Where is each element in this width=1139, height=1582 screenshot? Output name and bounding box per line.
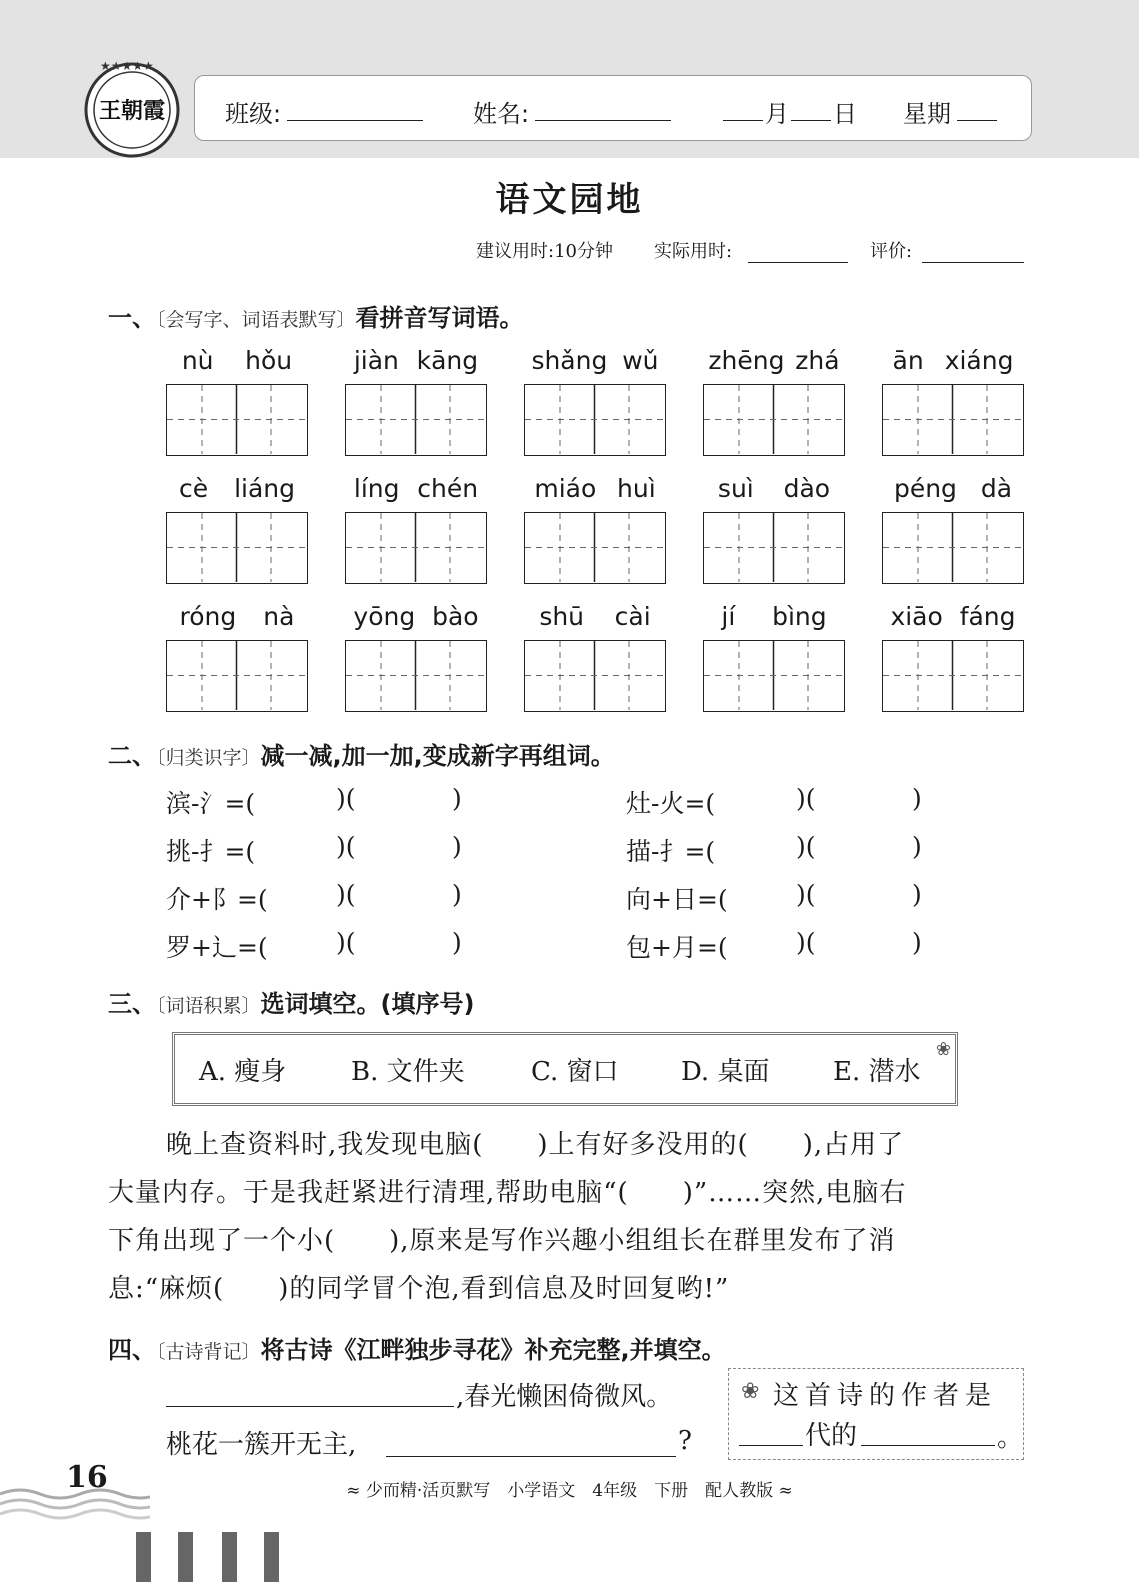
print-bar [264,1532,279,1582]
pinyin-syllable: kāng [416,346,479,375]
paren-middle[interactable]: )( [796,784,816,813]
option-c: C. 窗口 [531,1057,619,1087]
actual-time-field[interactable] [748,240,848,263]
pinyin-syllable: zhá [795,346,840,375]
print-bar [136,1532,151,1582]
pinyin-syllable: xiáng [944,346,1014,375]
pinyin-label [524,602,666,631]
writing-grid[interactable] [524,512,666,584]
publisher-logo [82,58,182,158]
grid-guides [525,385,664,454]
pinyin-syllable: líng [353,474,400,503]
pinyin-syllable: jí [721,602,736,631]
pinyin-syllable: cè [178,474,209,503]
writing-grid[interactable] [882,384,1024,456]
pinyin-syllable: chén [417,474,479,503]
section-2-instruction: 减一减,加一加,变成新字再组词。 [260,742,615,770]
pinyin-label [703,346,845,375]
name-label: 姓名: [473,100,530,128]
section-3-instruction: 选词填空。(填序号) [260,990,475,1018]
pinyin-label [345,602,487,631]
equation-left: 挑-扌=( [166,837,256,866]
pinyin-syllable: dà [980,474,1013,503]
equation-left: 罗+辶=( [166,933,268,962]
equation-right: 包+月=( [626,933,728,962]
poem-line-2-start: 桃花一簇开无主, [166,1430,357,1460]
writing-grid[interactable] [703,640,845,712]
writing-grid[interactable] [166,384,308,456]
pinyin-label [882,602,1024,631]
pinyin-label [882,474,1024,503]
passage-line-3: 下角出现了一个小( ),原来是写作兴趣小组组长在群里发布了消 [108,1226,896,1256]
option-d: D. 桌面 [681,1057,770,1087]
equation-right: 描-扌=( [626,837,716,866]
evaluation-label: 评价: [870,241,913,262]
grid-guides [346,385,485,454]
pinyin-label [524,346,666,375]
section-4-heading [108,1330,726,1365]
pinyin-label [166,474,308,503]
pinyin-syllable: suì [717,474,754,503]
name-field[interactable] [535,98,671,121]
dynasty-text: 代的 [805,1421,858,1451]
paren-close[interactable]: ) [452,784,462,813]
paren-close[interactable]: ) [452,832,462,861]
paren-middle[interactable]: )( [336,928,356,957]
paren-close[interactable]: ) [912,880,922,909]
class-label: 班级: [225,100,282,128]
pinyin-syllable: wǔ [622,346,659,375]
writing-grid[interactable] [703,512,845,584]
actual-time-label: 实际用时: [654,241,733,262]
pinyin-label [166,346,308,375]
option-a: A. 瘦身 [199,1057,287,1087]
section-1-heading [108,298,524,333]
pinyin-syllable: hǒu [245,346,293,375]
writing-grid[interactable] [345,512,487,584]
equation-left: 介+阝=( [166,885,268,914]
pinyin-label [524,474,666,503]
flower-icon: ❀ [935,1039,951,1060]
pinyin-label [703,474,845,503]
paren-close[interactable]: ) [912,784,922,813]
grid-guides [704,513,843,582]
paren-close[interactable]: ) [452,880,462,909]
logo-text: 王朝霞 [98,98,166,124]
section-2-heading [108,736,615,771]
page-number: 16 [66,1460,108,1495]
poem-blank-1[interactable] [166,1378,454,1407]
equation-left: 滨-氵=( [166,789,256,818]
day-label: 日 [833,100,857,128]
question-end: 。 [997,1423,1024,1453]
section-3-heading [108,984,474,1019]
pinyin-syllable: yōng [353,602,416,631]
pinyin-syllable: fáng [959,602,1016,631]
equation-right: 灶-火=( [626,789,716,818]
dynasty-blank[interactable] [739,1419,803,1446]
pinyin-syllable: bào [432,602,479,631]
pinyin-syllable: péng [893,474,957,503]
pinyin-syllable: miáo [534,474,597,503]
question-box [728,1368,1024,1460]
pinyin-syllable: nà [263,602,295,631]
pinyin-syllable: bìng [772,602,827,631]
section-3-number: 三、 [108,990,156,1018]
writing-grid[interactable] [524,384,666,456]
suggested-time: 建议用时:10分钟 [476,241,613,262]
flower-icon: ❀ [741,1379,760,1404]
day-field[interactable] [791,98,831,121]
section-1-tag: 〔会写字、词语表默写〕 [156,309,356,331]
grid-guides [883,641,1022,710]
writing-grid[interactable] [345,384,487,456]
paren-close[interactable]: ) [452,928,462,957]
pinyin-label [703,602,845,631]
option-b: B. 文件夹 [351,1057,465,1087]
writing-grid[interactable] [524,640,666,712]
weekday-field[interactable] [957,98,997,121]
paren-middle[interactable]: )( [796,880,816,909]
paren-middle[interactable]: )( [796,928,816,957]
page-title: 语文园地 [495,180,644,220]
pinyin-syllable: ān [892,346,924,375]
pinyin-syllable: xiāo [890,602,943,631]
pinyin-syllable: nù [181,346,214,375]
grid-guides [346,513,485,582]
section-2-tag: 〔归类识字〕 [156,747,261,769]
poem-blank-2[interactable] [386,1428,676,1457]
grid-guides [346,641,485,710]
grid-guides [525,513,664,582]
section-4-instruction: 将古诗《江畔独步寻花》补充完整,并填空。 [260,1336,726,1364]
grid-guides [525,641,664,710]
author-blank[interactable] [861,1419,995,1446]
grid-guides [167,385,306,454]
word-options-box [172,1032,958,1106]
pinyin-syllable: shū [539,602,585,631]
pinyin-syllable: cài [614,602,651,631]
grid-guides [883,385,1022,454]
section-3-tag: 〔词语积累〕 [156,995,261,1017]
svg-text:★★★★★: ★★★★★ [100,59,154,73]
pinyin-syllable: jiàn [353,346,399,375]
section-1-instruction: 看拼音写词语。 [355,304,524,332]
poem-line-2-end: ? [678,1426,692,1456]
pinyin-label [345,474,487,503]
section-4-tag: 〔古诗背记〕 [156,1341,261,1363]
grid-guides [167,641,306,710]
writing-grid[interactable] [166,512,308,584]
writing-grid[interactable] [882,512,1024,584]
paren-close[interactable]: ) [912,928,922,957]
pinyin-syllable: róng [179,602,237,631]
option-e: E. 潜水 [833,1057,921,1087]
pinyin-label [882,346,1024,375]
writing-grid[interactable] [166,640,308,712]
paren-middle[interactable]: )( [336,880,356,909]
print-bar [178,1532,193,1582]
pinyin-label [166,602,308,631]
pinyin-syllable: zhēng [708,346,785,375]
writing-grid[interactable] [882,640,1024,712]
grid-guides [704,641,843,710]
passage-line-4: 息:“麻烦( )的同学冒个泡,看到信息及时回复哟!” [108,1274,730,1304]
pinyin-syllable: liáng [234,474,295,503]
paren-close[interactable]: ) [912,832,922,861]
evaluation-field[interactable] [922,240,1024,263]
passage-line-2: 大量内存。于是我赶紧进行清理,帮助电脑“( )”……突然,电脑右 [108,1178,907,1208]
pinyin-syllable: dào [783,474,831,503]
poem-line-1: ,春光懒困倚微风。 [456,1382,673,1412]
pinyin-syllable: shǎng [531,346,608,375]
section-4-number: 四、 [108,1336,156,1364]
writing-grid[interactable] [703,384,845,456]
paren-middle[interactable]: )( [336,784,356,813]
weekday-label: 星期 [903,100,951,128]
equation-right: 向+日=( [626,885,728,914]
month-field[interactable] [723,98,763,121]
class-field[interactable] [287,98,423,121]
month-label: 月 [765,100,789,128]
print-bar [222,1532,237,1582]
section-1-number: 一、 [108,304,156,332]
grid-guides [704,385,843,454]
author-question: 这首诗的作者是 [773,1381,998,1411]
passage-line-1: 晚上查资料时,我发现电脑( )上有好多没用的( ),占用了 [166,1130,905,1160]
grid-guides [883,513,1022,582]
student-info-box [194,75,1032,141]
pinyin-label [345,346,487,375]
paren-middle[interactable]: )( [796,832,816,861]
section-2-number: 二、 [108,742,156,770]
pinyin-syllable: huì [617,474,656,503]
grid-guides [167,513,306,582]
footer-text: ≈ 少而精·活页默写 小学语文 4年级 下册 配人教版 ≈ [346,1481,793,1501]
writing-grid[interactable] [345,640,487,712]
paren-middle[interactable]: )( [336,832,356,861]
